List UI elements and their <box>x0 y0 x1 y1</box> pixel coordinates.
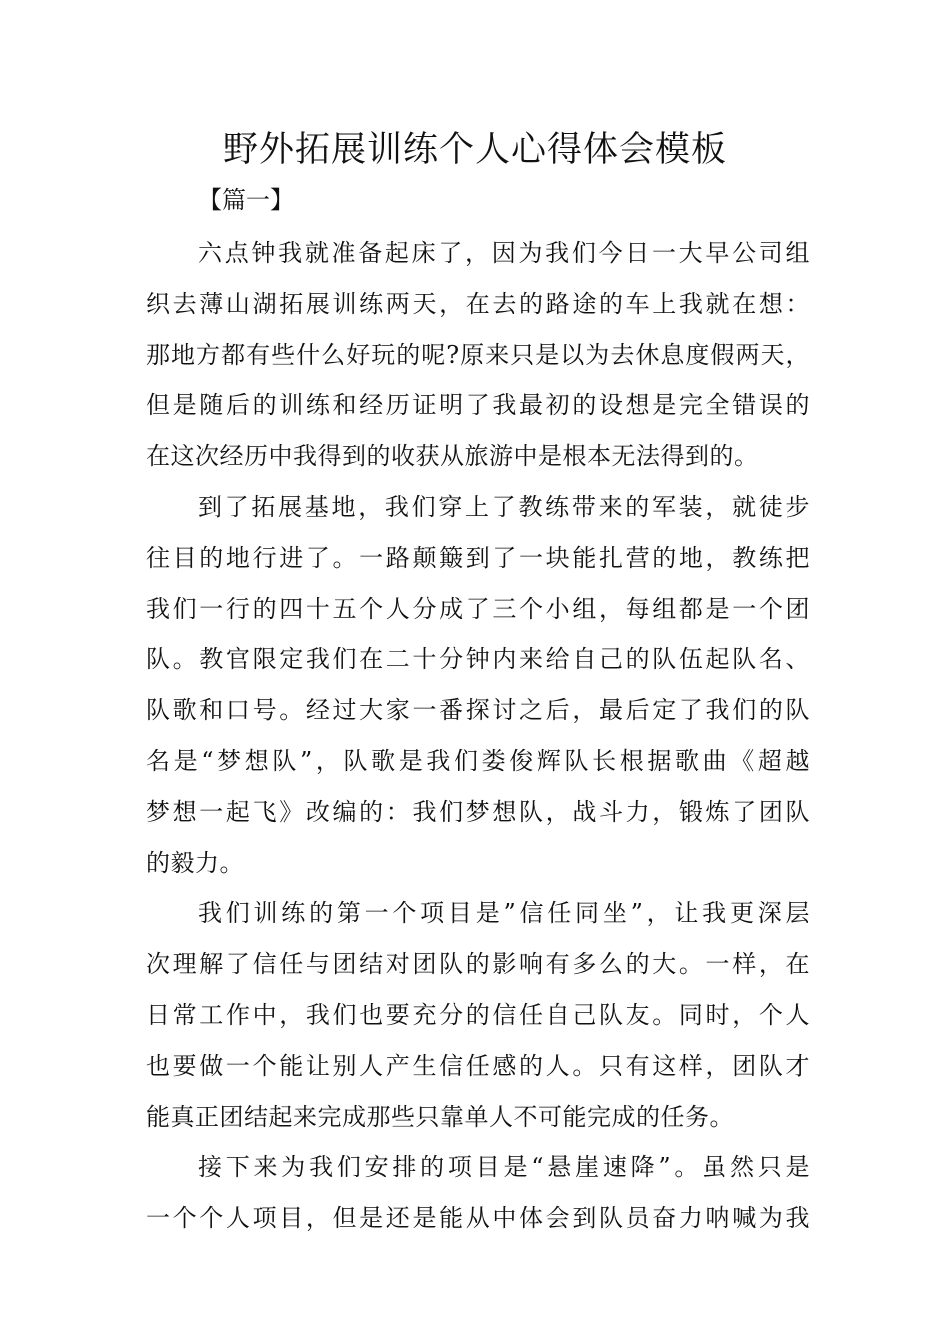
text-line: 但是随后的训练和经历证明了我最初的设想是完全错误的 <box>146 391 810 420</box>
text-line: 织去薄山湖拓展训练两天，在去的路途的车上我就在想： <box>146 289 810 318</box>
text-line: 我们一行的四十五个人分成了三个小组，每组都是一个团 <box>146 594 810 623</box>
text-line: 次理解了信任与团结对团队的影响有多么的大。一样，在 <box>146 950 810 979</box>
text-line: 日常工作中，我们也要充分的信任自己队友。同时，个人 <box>146 1000 810 1029</box>
text-line: 梦想一起飞》改编的：我们梦想队，战斗力，锻炼了团队 <box>146 797 810 826</box>
text-line: 往目的地行进了。一路颠簸到了一块能扎营的地，教练把 <box>146 543 810 572</box>
document-body <box>146 228 810 1244</box>
text-line: 到了拓展基地，我们穿上了教练带来的军装，就徒步 <box>198 492 810 521</box>
text-line: 在这次经历中我得到的收获从旅游中是根本无法得到的。 <box>146 442 759 471</box>
section-label: 【篇一】 <box>198 186 294 214</box>
text-line: 队歌和口号。经过大家一番探讨之后，最后定了我们的队 <box>146 696 810 725</box>
text-line: 接下来为我们安排的项目是“悬崖速降”。虽然只是 <box>198 1153 810 1182</box>
text-line: 名是“梦想队”，队歌是我们娄俊辉队长根据歌曲《超越 <box>146 746 810 775</box>
text-line: 也要做一个能让别人产生信任感的人。只有这样，团队才 <box>146 1051 810 1080</box>
text-line: 队。教官限定我们在二十分钟内来给自己的队伍起队名、 <box>146 645 810 674</box>
text-line: 能真正团结起来完成那些只靠单人不可能完成的任务。 <box>146 1102 734 1131</box>
document-title: 野外拓展训练个人心得体会模板 <box>222 130 727 170</box>
text-line: 六点钟我就准备起床了，因为我们今日一大早公司组 <box>198 239 810 267</box>
text-line: 一个个人项目，但是还是能从中体会到队员奋力呐喊为我 <box>146 1204 810 1233</box>
text-line: 那地方都有些什么好玩的呢?原来只是以为去休息度假两天， <box>146 340 810 369</box>
text-line: 的毅力。 <box>146 848 244 877</box>
text-line: 我们训练的第一个项目是”信任同坐”，让我更深层 <box>198 899 810 928</box>
